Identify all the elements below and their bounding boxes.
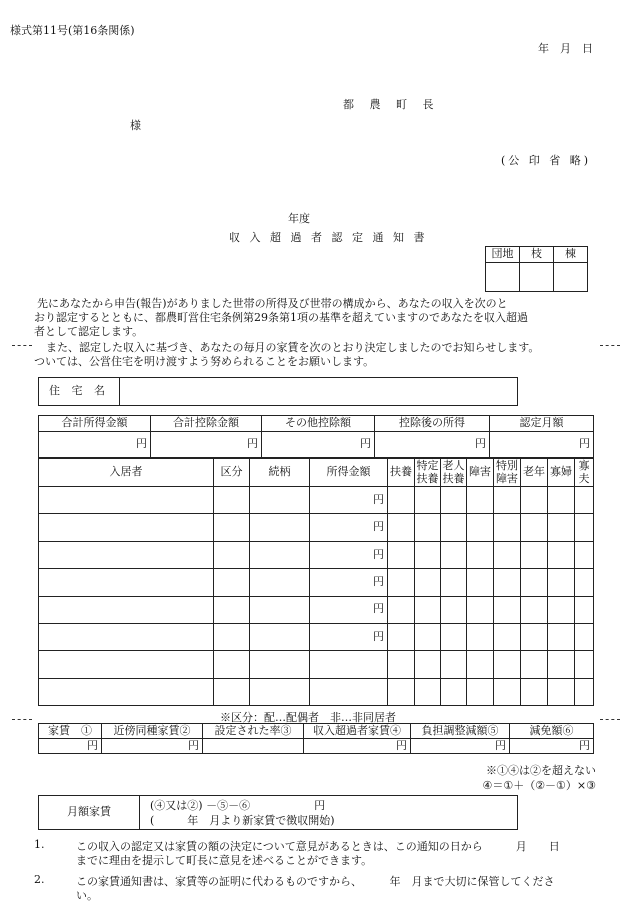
rojin-fuyou-cell[interactable] xyxy=(441,623,467,650)
kafu2-cell[interactable] xyxy=(575,596,594,623)
tokushogai-line2: 障害 xyxy=(496,471,518,485)
tokubetsu-shogai-cell[interactable] xyxy=(494,514,521,541)
shogai-cell[interactable] xyxy=(467,596,494,623)
resident-income-cell[interactable] xyxy=(310,651,388,678)
intro-line-3: 者として認定します。 xyxy=(34,325,144,338)
intro-line-2: おり認定するとともに、都農町営住宅条例第29条第1項の基準を超えていますのであなたを収入超過 xyxy=(34,311,528,324)
rojin-line1: 老人 xyxy=(442,458,465,472)
ronen-cell[interactable] xyxy=(521,514,548,541)
rent-header-base: 家賃 ① xyxy=(39,724,102,739)
house-name-table xyxy=(38,377,518,406)
resident-name-cell[interactable] xyxy=(39,514,214,541)
resident-row xyxy=(39,541,594,568)
tokubetsu-shogai-cell[interactable] xyxy=(494,651,521,678)
monthly-rent-value[interactable] xyxy=(140,796,518,830)
resident-kubun-cell[interactable] xyxy=(214,651,250,678)
monthly-rent-table xyxy=(38,795,518,830)
fuyou-cell[interactable] xyxy=(388,569,415,596)
kafu2-cell[interactable] xyxy=(575,651,594,678)
tokutei-fuyou-cell[interactable] xyxy=(415,678,441,705)
resident-income-cell[interactable]: 円 xyxy=(310,541,388,568)
id-value-eda[interactable] xyxy=(520,263,554,292)
complex-id-box xyxy=(485,246,588,292)
kafu2-cell[interactable] xyxy=(575,623,594,650)
fuyou-cell[interactable] xyxy=(388,487,415,514)
resident-kubun-cell[interactable] xyxy=(214,623,250,650)
note-1-line-2: までに理由を提示して町長に意見を述べることができます。 xyxy=(76,854,373,867)
fuyou-cell[interactable] xyxy=(388,541,415,568)
residents-header-income: 所得金額 xyxy=(310,459,388,487)
fuyou-cell[interactable] xyxy=(388,678,415,705)
kafu2-cell[interactable] xyxy=(575,569,594,596)
intro-line-1: 先にあなたから申告(報告)がありました世帯の所得及び世帯の構成から、あなたの収入を次のと xyxy=(37,297,508,310)
resident-relation-cell[interactable] xyxy=(250,487,310,514)
rojin-fuyou-cell[interactable] xyxy=(441,487,467,514)
note-2-number: 2. xyxy=(34,873,45,886)
resident-name-cell[interactable] xyxy=(39,569,214,596)
rent-header-excess: 収入超過者家賃④ xyxy=(304,724,411,739)
rojin-fuyou-cell[interactable] xyxy=(441,596,467,623)
rent-value-rate[interactable] xyxy=(203,739,304,754)
rent-value-adjustment[interactable]: 円 xyxy=(411,739,510,754)
kafu2-cell[interactable] xyxy=(575,541,594,568)
rent-value-reduction[interactable]: 円 xyxy=(510,739,594,754)
residents-header-ronen: 老年 xyxy=(521,459,548,487)
tokubetsu-shogai-cell[interactable] xyxy=(494,623,521,650)
resident-relation-cell[interactable] xyxy=(250,623,310,650)
tokubetsu-shogai-cell[interactable] xyxy=(494,678,521,705)
resident-income-cell[interactable]: 円 xyxy=(310,487,388,514)
rojin-fuyou-cell[interactable] xyxy=(441,678,467,705)
ronen-cell[interactable] xyxy=(521,487,548,514)
income-value-monthly[interactable]: 円 xyxy=(490,432,594,458)
id-header-mune: 棟 xyxy=(554,247,588,263)
resident-row xyxy=(39,569,594,596)
income-header-total: 合計所得金額 xyxy=(39,416,151,432)
resident-name-cell[interactable] xyxy=(39,541,214,568)
shogai-cell[interactable] xyxy=(467,623,494,650)
fuyou-cell[interactable] xyxy=(388,596,415,623)
kafu-cell[interactable] xyxy=(548,569,575,596)
residents-table xyxy=(38,458,594,706)
ronen-cell[interactable] xyxy=(521,541,548,568)
monthly-rent-label: 月額家賃 xyxy=(39,796,140,830)
kafu-cell[interactable] xyxy=(548,541,575,568)
resident-row xyxy=(39,678,594,705)
rent-header-rate: 設定された率③ xyxy=(203,724,304,739)
resident-row xyxy=(39,514,594,541)
house-name-label: 住 宅 名 xyxy=(39,378,120,406)
id-header-eda: 枝 xyxy=(520,247,554,263)
shogai-cell[interactable] xyxy=(467,569,494,596)
fold-mark-left xyxy=(12,345,32,346)
ronen-cell[interactable] xyxy=(521,596,548,623)
resident-kubun-cell[interactable] xyxy=(214,596,250,623)
kafu2-cell[interactable] xyxy=(575,678,594,705)
shogai-cell[interactable] xyxy=(467,541,494,568)
tokutei-fuyou-cell[interactable] xyxy=(415,623,441,650)
kafu2-cell[interactable] xyxy=(575,514,594,541)
rent-note-2: ④＝①＋（②－①）×③ xyxy=(482,779,596,792)
ronen-cell[interactable] xyxy=(521,678,548,705)
shogai-cell[interactable] xyxy=(467,651,494,678)
resident-row xyxy=(39,596,594,623)
resident-name-cell[interactable] xyxy=(39,678,214,705)
resident-row xyxy=(39,623,594,650)
resident-kubun-cell[interactable] xyxy=(214,569,250,596)
resident-name-cell[interactable] xyxy=(39,596,214,623)
kafu-cell[interactable] xyxy=(548,678,575,705)
resident-relation-cell[interactable] xyxy=(250,514,310,541)
residents-header-shogai: 障害 xyxy=(467,459,494,487)
income-value-total[interactable]: 円 xyxy=(39,432,151,458)
addressee-suffix: 様 xyxy=(130,119,141,132)
note-2-line-2: い。 xyxy=(76,889,98,902)
income-value-net[interactable]: 円 xyxy=(375,432,490,458)
rojin-fuyou-cell[interactable] xyxy=(441,514,467,541)
rent-header-adjustment: 負担調整減額⑤ xyxy=(411,724,510,739)
id-header-danchi: 団地 xyxy=(486,247,520,263)
tokutei-fuyou-cell[interactable] xyxy=(415,596,441,623)
tokutei-line2: 扶養 xyxy=(416,471,439,485)
resident-name-cell[interactable] xyxy=(39,623,214,650)
shogai-cell[interactable] xyxy=(467,487,494,514)
tokushogai-line1: 特別 xyxy=(496,458,518,472)
tokutei-line1: 特定 xyxy=(416,458,439,472)
rojin-fuyou-cell[interactable] xyxy=(441,569,467,596)
kubun-note: ※区分：配…配偶者 非…非同居者 xyxy=(220,711,396,724)
rojin-fuyou-cell[interactable] xyxy=(441,541,467,568)
rent-value-base[interactable]: 円 xyxy=(39,739,102,754)
note-1-line-1: この収入の認定又は家賃の額の決定について意見があるときは、この通知の日から 月 日 xyxy=(76,840,560,853)
intro-line-4: また、認定した収入に基づき、あなたの毎月の家賃を次のとおり決定しましたのでお知らせします。 xyxy=(46,341,540,354)
residents-header-tokutei xyxy=(415,459,441,487)
income-value-other-deduction[interactable]: 円 xyxy=(262,432,375,458)
house-name-value[interactable] xyxy=(120,378,518,406)
resident-kubun-cell[interactable] xyxy=(214,514,250,541)
kafu-cell[interactable] xyxy=(548,596,575,623)
residents-rows xyxy=(39,487,594,706)
kafu-cell[interactable] xyxy=(548,651,575,678)
issuer: 都 農 町 長 xyxy=(343,98,440,111)
fuyou-cell[interactable] xyxy=(388,651,415,678)
resident-income-cell[interactable]: 円 xyxy=(310,596,388,623)
resident-row xyxy=(39,651,594,678)
document-title: 収 入 超 過 者 認 定 通 知 書 xyxy=(229,231,428,244)
resident-relation-cell[interactable] xyxy=(250,678,310,705)
rent-header-neighborhood: 近傍同種家賃② xyxy=(102,724,203,739)
resident-name-cell[interactable] xyxy=(39,651,214,678)
monthly-rent-start: ( 年 月より新家賃で徴収開始) xyxy=(150,813,335,827)
kafu-cell[interactable] xyxy=(548,623,575,650)
fuyou-cell[interactable] xyxy=(388,623,415,650)
rent-note-1: ※①④は②を超えない xyxy=(486,764,596,777)
residents-header-kafu: 寡婦 xyxy=(548,459,575,487)
income-header-monthly: 認定月額 xyxy=(490,416,594,432)
rojin-line2: 扶養 xyxy=(442,471,465,485)
kafu-cell[interactable] xyxy=(548,514,575,541)
tokutei-fuyou-cell[interactable] xyxy=(415,514,441,541)
ronen-cell[interactable] xyxy=(521,651,548,678)
fiscal-year: 年度 xyxy=(288,212,310,225)
resident-kubun-cell[interactable] xyxy=(214,541,250,568)
shogai-cell[interactable] xyxy=(467,514,494,541)
tokubetsu-shogai-cell[interactable] xyxy=(494,487,521,514)
rent-header-reduction: 減免額⑥ xyxy=(510,724,594,739)
fold-mark-left-2 xyxy=(12,719,32,720)
ronen-cell[interactable] xyxy=(521,569,548,596)
ronen-cell[interactable] xyxy=(521,623,548,650)
rent-table xyxy=(38,723,594,754)
kafu-cell[interactable] xyxy=(548,487,575,514)
income-header-deduction: 合計控除金額 xyxy=(151,416,262,432)
resident-income-cell[interactable]: 円 xyxy=(310,623,388,650)
rent-value-excess[interactable]: 円 xyxy=(304,739,411,754)
rojin-fuyou-cell[interactable] xyxy=(441,651,467,678)
resident-name-cell[interactable] xyxy=(39,487,214,514)
intro-line-5: ついては、公営住宅を明け渡すよう努められることをお願いします。 xyxy=(34,355,375,368)
issue-date: 年 月 日 xyxy=(538,42,593,55)
residents-header-relation: 続柄 xyxy=(250,459,310,487)
residents-header-fuyou: 扶養 xyxy=(388,459,415,487)
kafu2-cell[interactable] xyxy=(575,487,594,514)
monthly-rent-formula: (④又は②) －⑤－⑥ xyxy=(150,798,251,812)
resident-kubun-cell[interactable] xyxy=(214,487,250,514)
monthly-rent-yen: 円 xyxy=(314,798,326,812)
residents-header-tokubetsu-shogai xyxy=(494,459,521,487)
tokubetsu-shogai-cell[interactable] xyxy=(494,569,521,596)
note-1-number: 1. xyxy=(34,838,45,851)
rent-value-neighborhood[interactable]: 円 xyxy=(102,739,203,754)
resident-row xyxy=(39,487,594,514)
income-header-net: 控除後の所得 xyxy=(375,416,490,432)
resident-relation-cell[interactable] xyxy=(250,541,310,568)
seal-omitted-note: (公 印 省 略) xyxy=(501,154,592,167)
fold-mark-right-2 xyxy=(600,719,620,720)
income-header-other-deduction: その他控除額 xyxy=(262,416,375,432)
residents-header-name: 入居者 xyxy=(39,459,214,487)
tokubetsu-shogai-cell[interactable] xyxy=(494,596,521,623)
residents-header-kafu2: 寡夫 xyxy=(575,459,594,487)
fold-mark-right xyxy=(600,345,620,346)
tokutei-fuyou-cell[interactable] xyxy=(415,487,441,514)
resident-relation-cell[interactable] xyxy=(250,596,310,623)
income-value-deduction[interactable]: 円 xyxy=(151,432,262,458)
shogai-cell[interactable] xyxy=(467,678,494,705)
resident-relation-cell[interactable] xyxy=(250,569,310,596)
residents-header-kubun: 区分 xyxy=(214,459,250,487)
resident-income-cell[interactable] xyxy=(310,678,388,705)
fuyou-cell[interactable] xyxy=(388,514,415,541)
income-summary-table xyxy=(38,415,594,458)
tokutei-fuyou-cell[interactable] xyxy=(415,651,441,678)
id-value-danchi[interactable] xyxy=(486,263,520,292)
resident-income-cell[interactable]: 円 xyxy=(310,514,388,541)
id-value-mune[interactable] xyxy=(554,263,588,292)
resident-relation-cell[interactable] xyxy=(250,651,310,678)
resident-kubun-cell[interactable] xyxy=(214,678,250,705)
form-number: 様式第11号(第16条関係) xyxy=(10,24,135,37)
note-2-line-1: この家賃通知書は、家賃等の証明に代わるものですから、 年 月まで大切に保管してくださ xyxy=(76,875,555,888)
residents-header-rojin xyxy=(441,459,467,487)
resident-income-cell[interactable]: 円 xyxy=(310,569,388,596)
tokutei-fuyou-cell[interactable] xyxy=(415,541,441,568)
tokubetsu-shogai-cell[interactable] xyxy=(494,541,521,568)
tokutei-fuyou-cell[interactable] xyxy=(415,569,441,596)
